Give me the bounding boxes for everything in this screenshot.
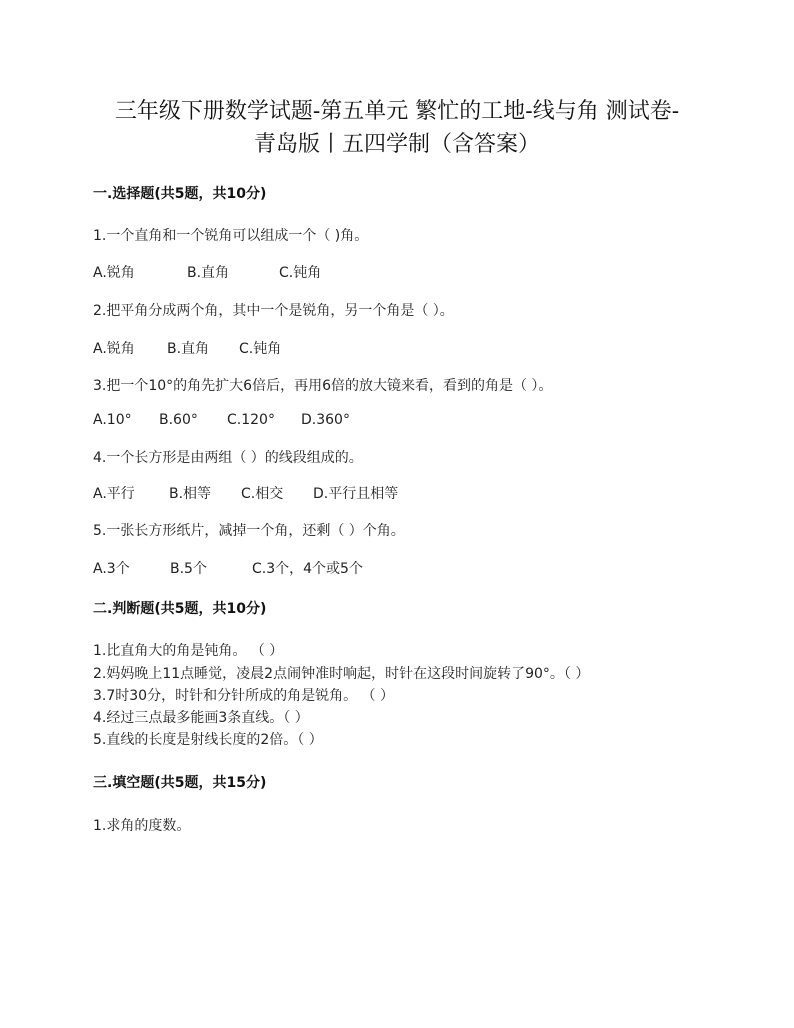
option: A.锐角 [93,341,135,357]
document-title-line-2: 青岛版丨五四学制（含答案） [253,132,540,157]
question-5: 5.一张长方形纸片，减掉一个角，还剩（ ）个角。 [93,523,405,539]
question-4-options [93,483,398,503]
question-4: 4.一个长方形是由两组（ ）的线段组成的。 [93,450,363,466]
judge-item-5: 5.直线的长度是射线长度的2倍。（ ） [93,732,323,748]
section-heading-judge: 二.判断题(共5题，共10分) [93,601,267,617]
option: B.5个 [170,561,207,577]
option: C.钝角 [239,341,282,357]
judge-item-2: 2.妈妈晚上11点睡觉，凌晨2点闹钟准时响起，时针在这段时间旋转了90°。（ ） [93,666,590,682]
document-title-line-1: 三年级下册数学试题-第五单元 繁忙的工地-线与角 测试卷- [114,99,680,124]
question-1-options [93,262,321,282]
option: C.钝角 [279,265,322,281]
option: A.锐角 [93,265,135,281]
question-2: 2.把平角分成两个角，其中一个是锐角，另一个角是（ ）。 [93,303,454,319]
option: D.360° [301,412,350,428]
question-3: 3.把一个10°的角先扩大6倍后，再用6倍的放大镜来看，看到的角是（ ）。 [93,378,553,394]
question-1: 1.一个直角和一个锐角可以组成一个（ )角。 [93,228,369,244]
judge-item-4: 4.经过三点最多能画3条直线。（ ） [93,710,309,726]
option: A.10° [93,412,132,428]
option: C.3个，4个或5个 [252,561,363,577]
question-5-options [93,558,363,578]
section-heading-fill: 三.填空题(共5题，共15分) [93,775,267,791]
option: A.平行 [93,486,135,502]
option: B.相等 [169,486,212,502]
section-heading-choice: 一.选择题(共5题，共10分) [93,186,267,202]
option: C.相交 [241,486,284,502]
option: B.直角 [167,341,210,357]
question-3-options [93,412,350,428]
option: A.3个 [93,561,130,577]
judge-item-3: 3.7时30分，时针和分针所成的角是锐角。 （ ） [93,688,394,704]
fill-item-1: 1.求角的度数。 [93,818,191,834]
option: B.直角 [187,265,230,281]
option: B.60° [159,412,198,428]
option: C.120° [227,412,275,428]
judge-item-1: 1.比直角大的角是钝角。 （ ） [93,643,284,659]
question-2-options [93,338,281,358]
option: D.平行且相等 [313,486,399,502]
